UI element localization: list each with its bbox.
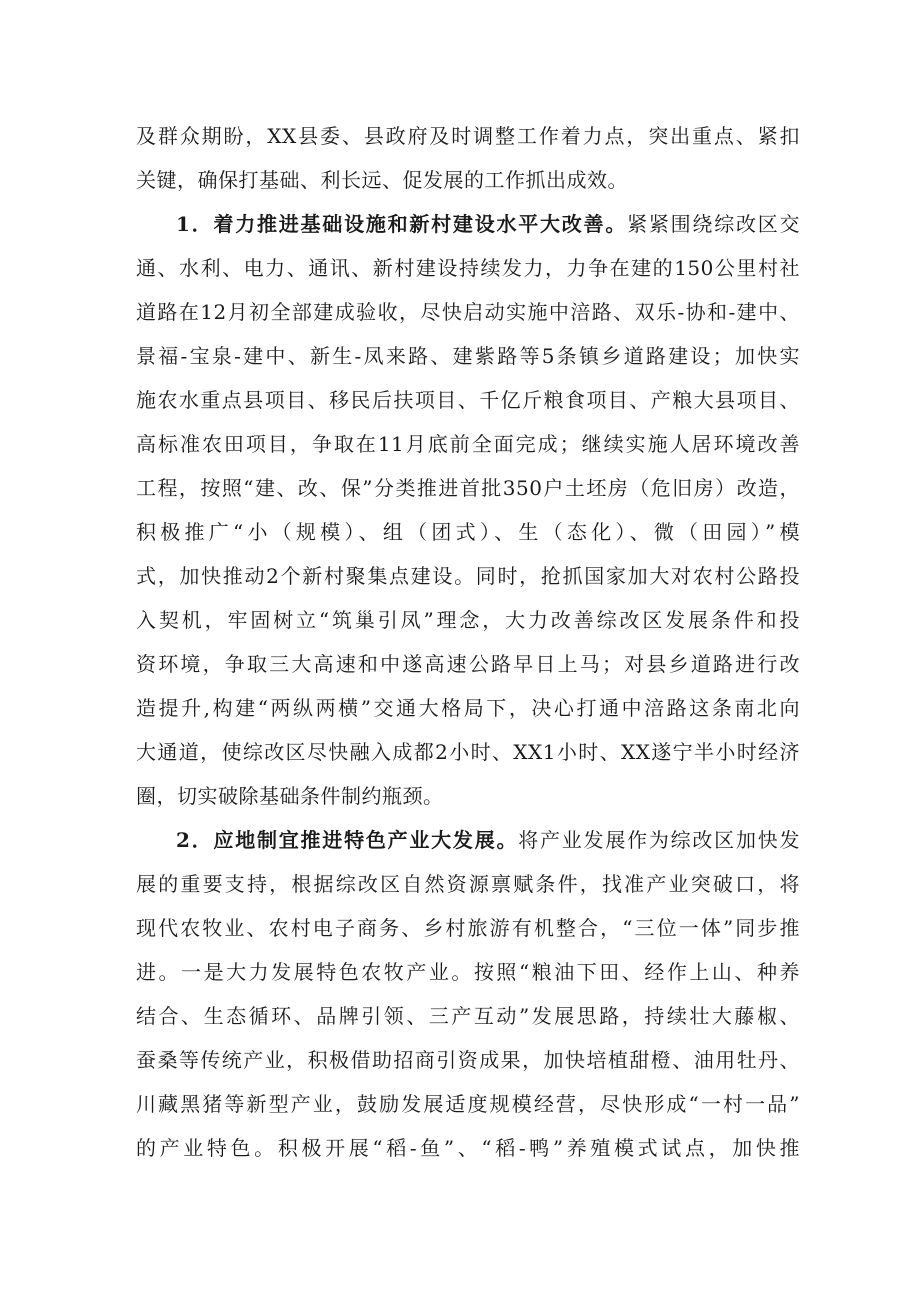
text-line: 通、水利、电力、通讯、新村建设持续发力，力争在建的150公里村社 bbox=[136, 256, 800, 280]
section-2-first-line bbox=[136, 818, 800, 862]
text-line: 关键，确保打基础、利长远、促发展的工作抓出成效。 bbox=[136, 168, 628, 192]
section-2-heading: 2．应地制宜推进特色产业大发展。 bbox=[176, 828, 519, 852]
text-line: 及群众期盼，XX县委、县政府及时调整工作着力点，突出重点、紧扣 bbox=[136, 124, 800, 148]
text-line: 施农水重点县项目、移民后扶项目、千亿斤粮食项目、产粮大县项目、 bbox=[136, 388, 800, 412]
text-line: 展的重要支持，根据综改区自然资源禀赋条件，找准产业突破口，将 bbox=[136, 872, 800, 896]
text-line: 入契机，牢固树立“筑巢引凤”理念，大力改善综改区发展条件和投 bbox=[136, 608, 800, 632]
text-line: 造提升,构建“两纵两横”交通大格局下，决心打通中涪路这条南北向 bbox=[136, 696, 800, 720]
text-line: 川藏黑猪等新型产业，鼓励发展适度规模经营，尽快形成“一村一品” bbox=[136, 1092, 800, 1116]
text-line: 蚕桑等传统产业，积极借助招商引资成果，加快培植甜橙、油用牡丹、 bbox=[136, 1048, 800, 1072]
text-line: 圈，切实破除基础条件制约瓶颈。 bbox=[136, 784, 444, 808]
text-line: 现代农牧业、农村电子商务、乡村旅游有机整合，“三位一体”同步推 bbox=[136, 916, 800, 940]
section-1-heading: 1．着力推进基础设施和新村建设水平大改善。 bbox=[176, 212, 628, 236]
text-line: 式，加快推动2个新村聚集点建设。同时，抢抓国家加大对农村公路投 bbox=[136, 564, 800, 588]
text-line: 大通道，使综改区尽快融入成都2小时、XX1小时、XX遂宁半小时经济 bbox=[136, 740, 800, 764]
section-2-first-line-rest: 将产业发展作为综改区加快发 bbox=[518, 828, 800, 852]
section-1-first-line bbox=[136, 202, 800, 246]
section-1-first-line-rest: 紧紧围绕综改区交 bbox=[627, 212, 801, 236]
text-line: 进。一是大力发展特色农牧产业。按照“粮油下田、经作上山、种养 bbox=[136, 960, 800, 984]
text-line: 道路在12月初全部建成验收，尽快启动实施中涪路、双乐-协和-建中、 bbox=[136, 300, 800, 324]
intro-paragraph bbox=[136, 114, 800, 202]
document-page bbox=[136, 114, 800, 1170]
text-line: 工程，按照“建、改、保”分类推进首批350户土坯房（危旧房）改造， bbox=[136, 476, 800, 500]
text-line: 高标准农田项目，争取在11月底前全面完成；继续实施人居环境改善 bbox=[136, 432, 800, 456]
text-line: 景福-宝泉-建中、新生-凤来路、建紫路等5条镇乡道路建设；加快实 bbox=[136, 344, 800, 368]
section-1-paragraph bbox=[136, 202, 800, 818]
text-line: 的产业特色。积极开展“稻-鱼”、“稻-鸭”养殖模式试点，加快推 bbox=[136, 1136, 800, 1160]
section-2-paragraph bbox=[136, 818, 800, 1170]
text-line: 结合、生态循环、品牌引领、三产互动”发展思路，持续壮大藤椒、 bbox=[136, 1004, 800, 1028]
text-line: 积极推广“小（规模）、组（团式）、生（态化）、微（田园）”模 bbox=[136, 520, 800, 544]
text-line: 资环境，争取三大高速和中遂高速公路早日上马；对县乡道路进行改 bbox=[136, 652, 800, 676]
